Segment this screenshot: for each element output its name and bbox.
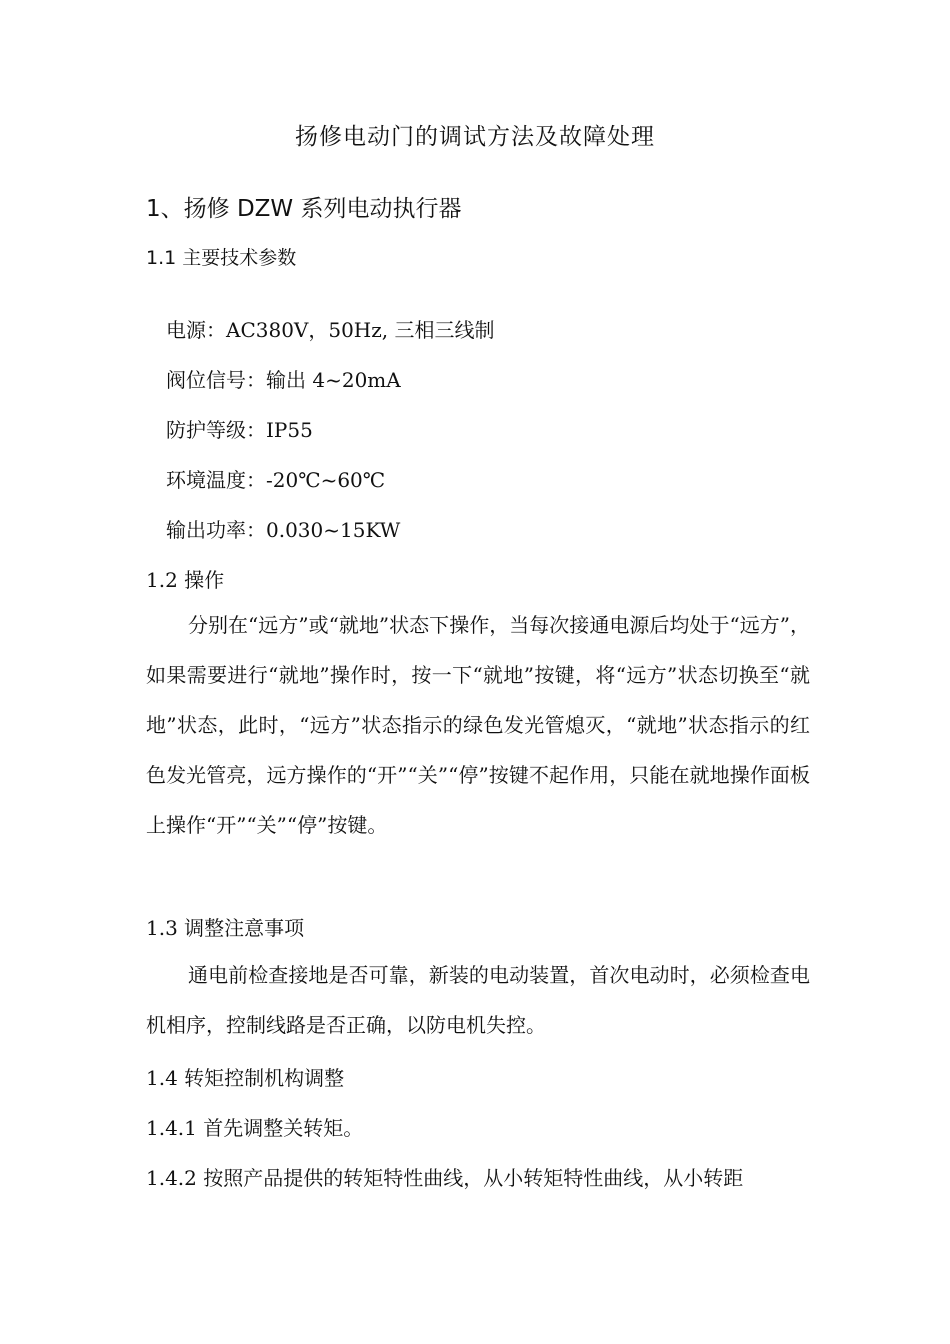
spec-output-power: 输出功率：0.030~15KW: [166, 518, 401, 542]
document-title: 扬修电动门的调试方法及故障处理: [295, 124, 655, 150]
section-heading-1-4: 1.4 转矩控制机构调整: [146, 1066, 345, 1090]
section-heading-1-3: 1.3 调整注意事项: [146, 916, 305, 940]
section-heading-1-4-1: 1.4.1 首先调整关转矩。: [146, 1116, 364, 1140]
spec-protection: 防护等级：IP55: [166, 418, 313, 442]
paragraph-operation: 分别在“远方”或“就地”状态下操作，当每次接通电源后均处于“远方”，如果需要进行“就地”操作时，按一下“就地”按键，将“远方”状态切换至“就地”状态，此时，“远方”状态指示的绿色发光管熄灭，“就地”状态指示的红色发光管亮，远方操作的“开”“关”“停”按键不起作用，只能在就地操作面板上操作“开”“关”“停”按键。: [146, 613, 810, 837]
spec-temperature: 环境温度：-20℃~60℃: [166, 468, 386, 492]
spec-power: 电源：AC380V，50Hz, 三相三线制: [166, 318, 495, 342]
section-heading-1-2: 1.2 操作: [146, 568, 225, 592]
section-heading-1: 1、扬修 DZW 系列电动执行器: [146, 196, 462, 222]
paragraph-precautions: 通电前检查接地是否可靠，新装的电动装置，首次电动时，必须检查电机相序，控制线路是否正确，以防电机失控。: [146, 963, 810, 1037]
section-heading-1-4-2: 1.4.2 按照产品提供的转矩特性曲线，从小转矩特性曲线，从小转距: [146, 1166, 744, 1190]
spec-valve-signal: 阀位信号：输出 4~20mA: [166, 368, 401, 392]
section-heading-1-1: 1.1 主要技术参数: [146, 247, 297, 269]
